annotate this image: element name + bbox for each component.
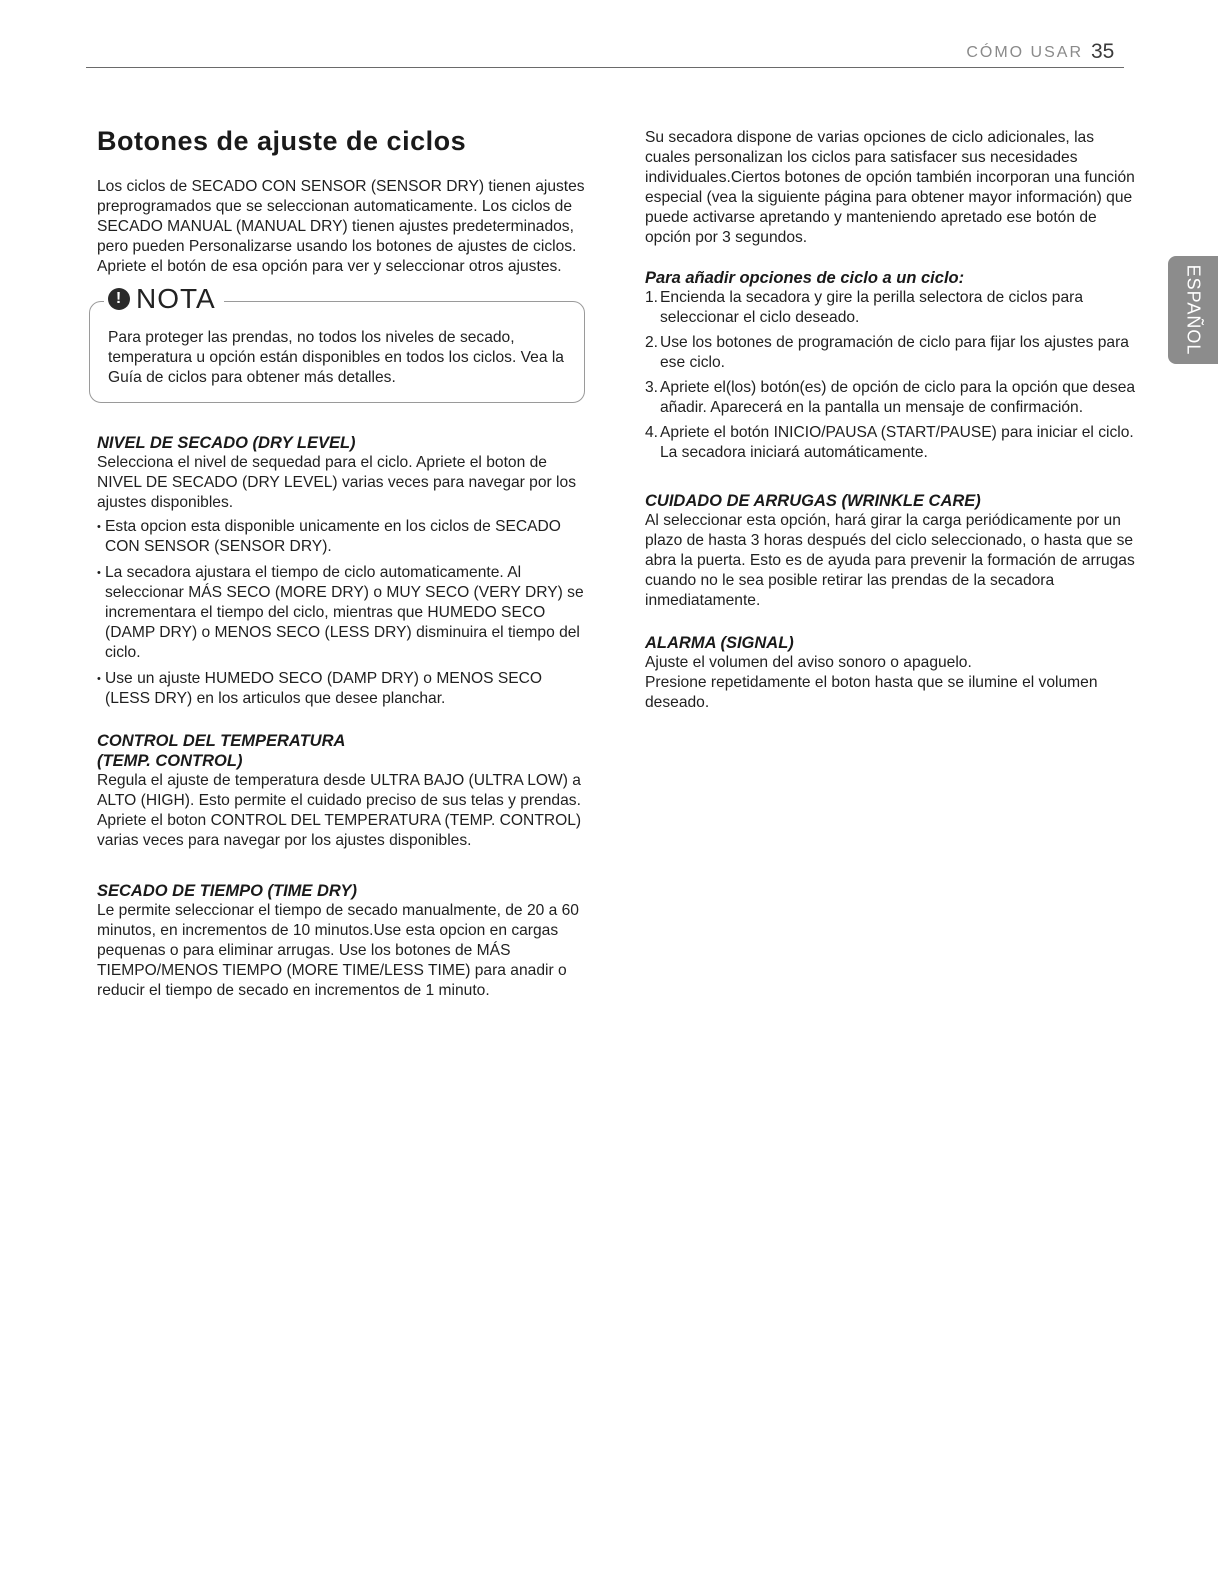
language-tab-label: ESPAÑOL — [1183, 264, 1204, 356]
add-options-steps — [645, 288, 1140, 463]
alert-icon: ! — [108, 288, 130, 310]
time-dry-heading: SECADO DE TIEMPO (TIME DRY) — [97, 882, 358, 900]
wrinkle-care-text: Al seleccionar esta opción, hará girar la carga periódicamente por un plazo de hasta 3 horas después del ciclo seleccionado, o hasta que se abra la puerta. Esto es de ayuda para prevenir la formación de arrugas cuando no le sea posible retirar las prendas de la secadora inmediatamente. — [645, 512, 1135, 609]
list-item: 1. Encienda la secadora y gire la perilla selectora de ciclos para seleccionar el ciclo deseado. — [645, 289, 1083, 326]
dry-level-section — [97, 433, 589, 709]
list-item: • La secadora ajustara el tiempo de ciclo automaticamente. Al seleccionar MÁS SECO (MORE DRY) o MUY SECO (VERY DRY) se incrementara el tiempo del ciclo, mientras que HUMEDO SECO (DAMP DRY) o MENOS SECO (LESS DRY) disminuira el tiempo del ciclo. — [97, 563, 589, 663]
intro-paragraph: Los ciclos de SECADO CON SENSOR (SENSOR DRY) tienen ajustes preprogramados que se seleccionan automaticamente. Los ciclos de SECADO MANUAL (MANUAL DRY) tienen ajustes predeterminados, pero pueden Personalizarse usando los botones de ajustes de ciclos. Apriete el botón de esa opción para ver y seleccionar otros ajustes. — [97, 178, 585, 275]
signal-section — [645, 633, 1140, 713]
time-dry-section — [97, 881, 589, 1001]
signal-text-2: Presione repetidamente el boton hasta que se ilumine el volumen deseado. — [645, 674, 1098, 711]
list-item: • Use un ajuste HUMEDO SECO (DAMP DRY) o MENOS SECO (LESS DRY) en los articulos que desee planchar. — [97, 669, 589, 709]
temp-control-heading-line2: (TEMP. CONTROL) — [97, 752, 243, 770]
signal-heading: ALARMA (SIGNAL) — [645, 634, 794, 652]
signal-text-1: Ajuste el volumen del aviso sonoro o apaguelo. — [645, 654, 972, 671]
wrinkle-care-section — [645, 491, 1140, 611]
note-text: Para proteger las prendas, no todos los niveles de secado, temperatura u opción están disponibles en todos los ciclos. Vea la Guía de ciclos para obtener más detalles. — [108, 329, 564, 386]
temp-control-heading — [97, 731, 589, 771]
dry-level-text: Selecciona el nivel de sequedad para el ciclo. Apriete el boton de NIVEL DE SECADO (DRY LEVEL) varias veces para navegar por los ajustes disponibles. — [97, 454, 576, 511]
right-column — [645, 128, 1140, 713]
note-title: NOTA — [136, 283, 216, 314]
wrinkle-care-heading: CUIDADO DE ARRUGAS (WRINKLE CARE) — [645, 492, 981, 510]
time-dry-text: Le permite seleccionar el tiempo de secado manualmente, de 20 a 60 minutos, en incrementos de 10 minutos.Use esta opcion en cargas pequenas o para eliminar arrugas. Use los botones de MÁS TIEMPO/MENOS TIEMPO (MORE TIME/LESS TIME) para anadir o reducir el tiempo de secado en incrementos de 1 minuto. — [97, 902, 579, 999]
left-column — [97, 126, 589, 1001]
add-options-section — [645, 268, 1140, 463]
temp-control-heading-line1: CONTROL DEL TEMPERATURA — [97, 732, 346, 750]
page-title: Botones de ajuste de ciclos — [97, 126, 467, 156]
temp-control-text: Regula el ajuste de temperatura desde ULTRA BAJO (ULTRA LOW) a ALTO (HIGH). Esto permite el cuidado preciso de sus telas y prendas. Apriete el boton CONTROL DEL TEMPERATURA (TEMP. CONTROL) varias veces para navegar por los ajustes disponibles. — [97, 772, 582, 849]
language-tab — [1168, 256, 1218, 364]
header-section-label: CÓMO USAR — [966, 44, 1083, 61]
dry-level-bullets — [97, 517, 589, 709]
list-item: 2. Use los botones de programación de ciclo para fijar los ajustes para ese ciclo. — [645, 334, 1129, 371]
list-item: 4. Apriete el botón INICIO/PAUSA (START/PAUSE) para iniciar el ciclo. La secadora iniciará automáticamente. — [645, 424, 1134, 461]
options-intro: Su secadora dispone de varias opciones de ciclo adicionales, las cuales personalizan los ciclos para satisfacer sus necesidades individuales.Ciertos botones de opción también incorporan una función especial (vea la siguiente página para obtener mayor información) que puede activarse apretando y manteniendo apretado ese botón de opción por 3 segundos. — [645, 129, 1135, 246]
list-item: • Esta opcion esta disponible unicamente en los ciclos de SECADO CON SENSOR (SENSOR DRY). — [97, 517, 589, 557]
add-options-heading: Para añadir opciones de ciclo a un ciclo: — [645, 269, 965, 287]
dry-level-heading: NIVEL DE SECADO (DRY LEVEL) — [97, 434, 356, 452]
temp-control-section — [97, 731, 589, 851]
page-number: 35 — [1091, 40, 1115, 63]
header-divider — [86, 67, 1124, 68]
note-box — [89, 283, 585, 403]
note-header — [104, 283, 224, 315]
list-item: 3. Apriete el(los) botón(es) de opción de ciclo para la opción que desea añadir. Aparecerá en la pantalla un mensaje de confirmación. — [645, 379, 1136, 416]
